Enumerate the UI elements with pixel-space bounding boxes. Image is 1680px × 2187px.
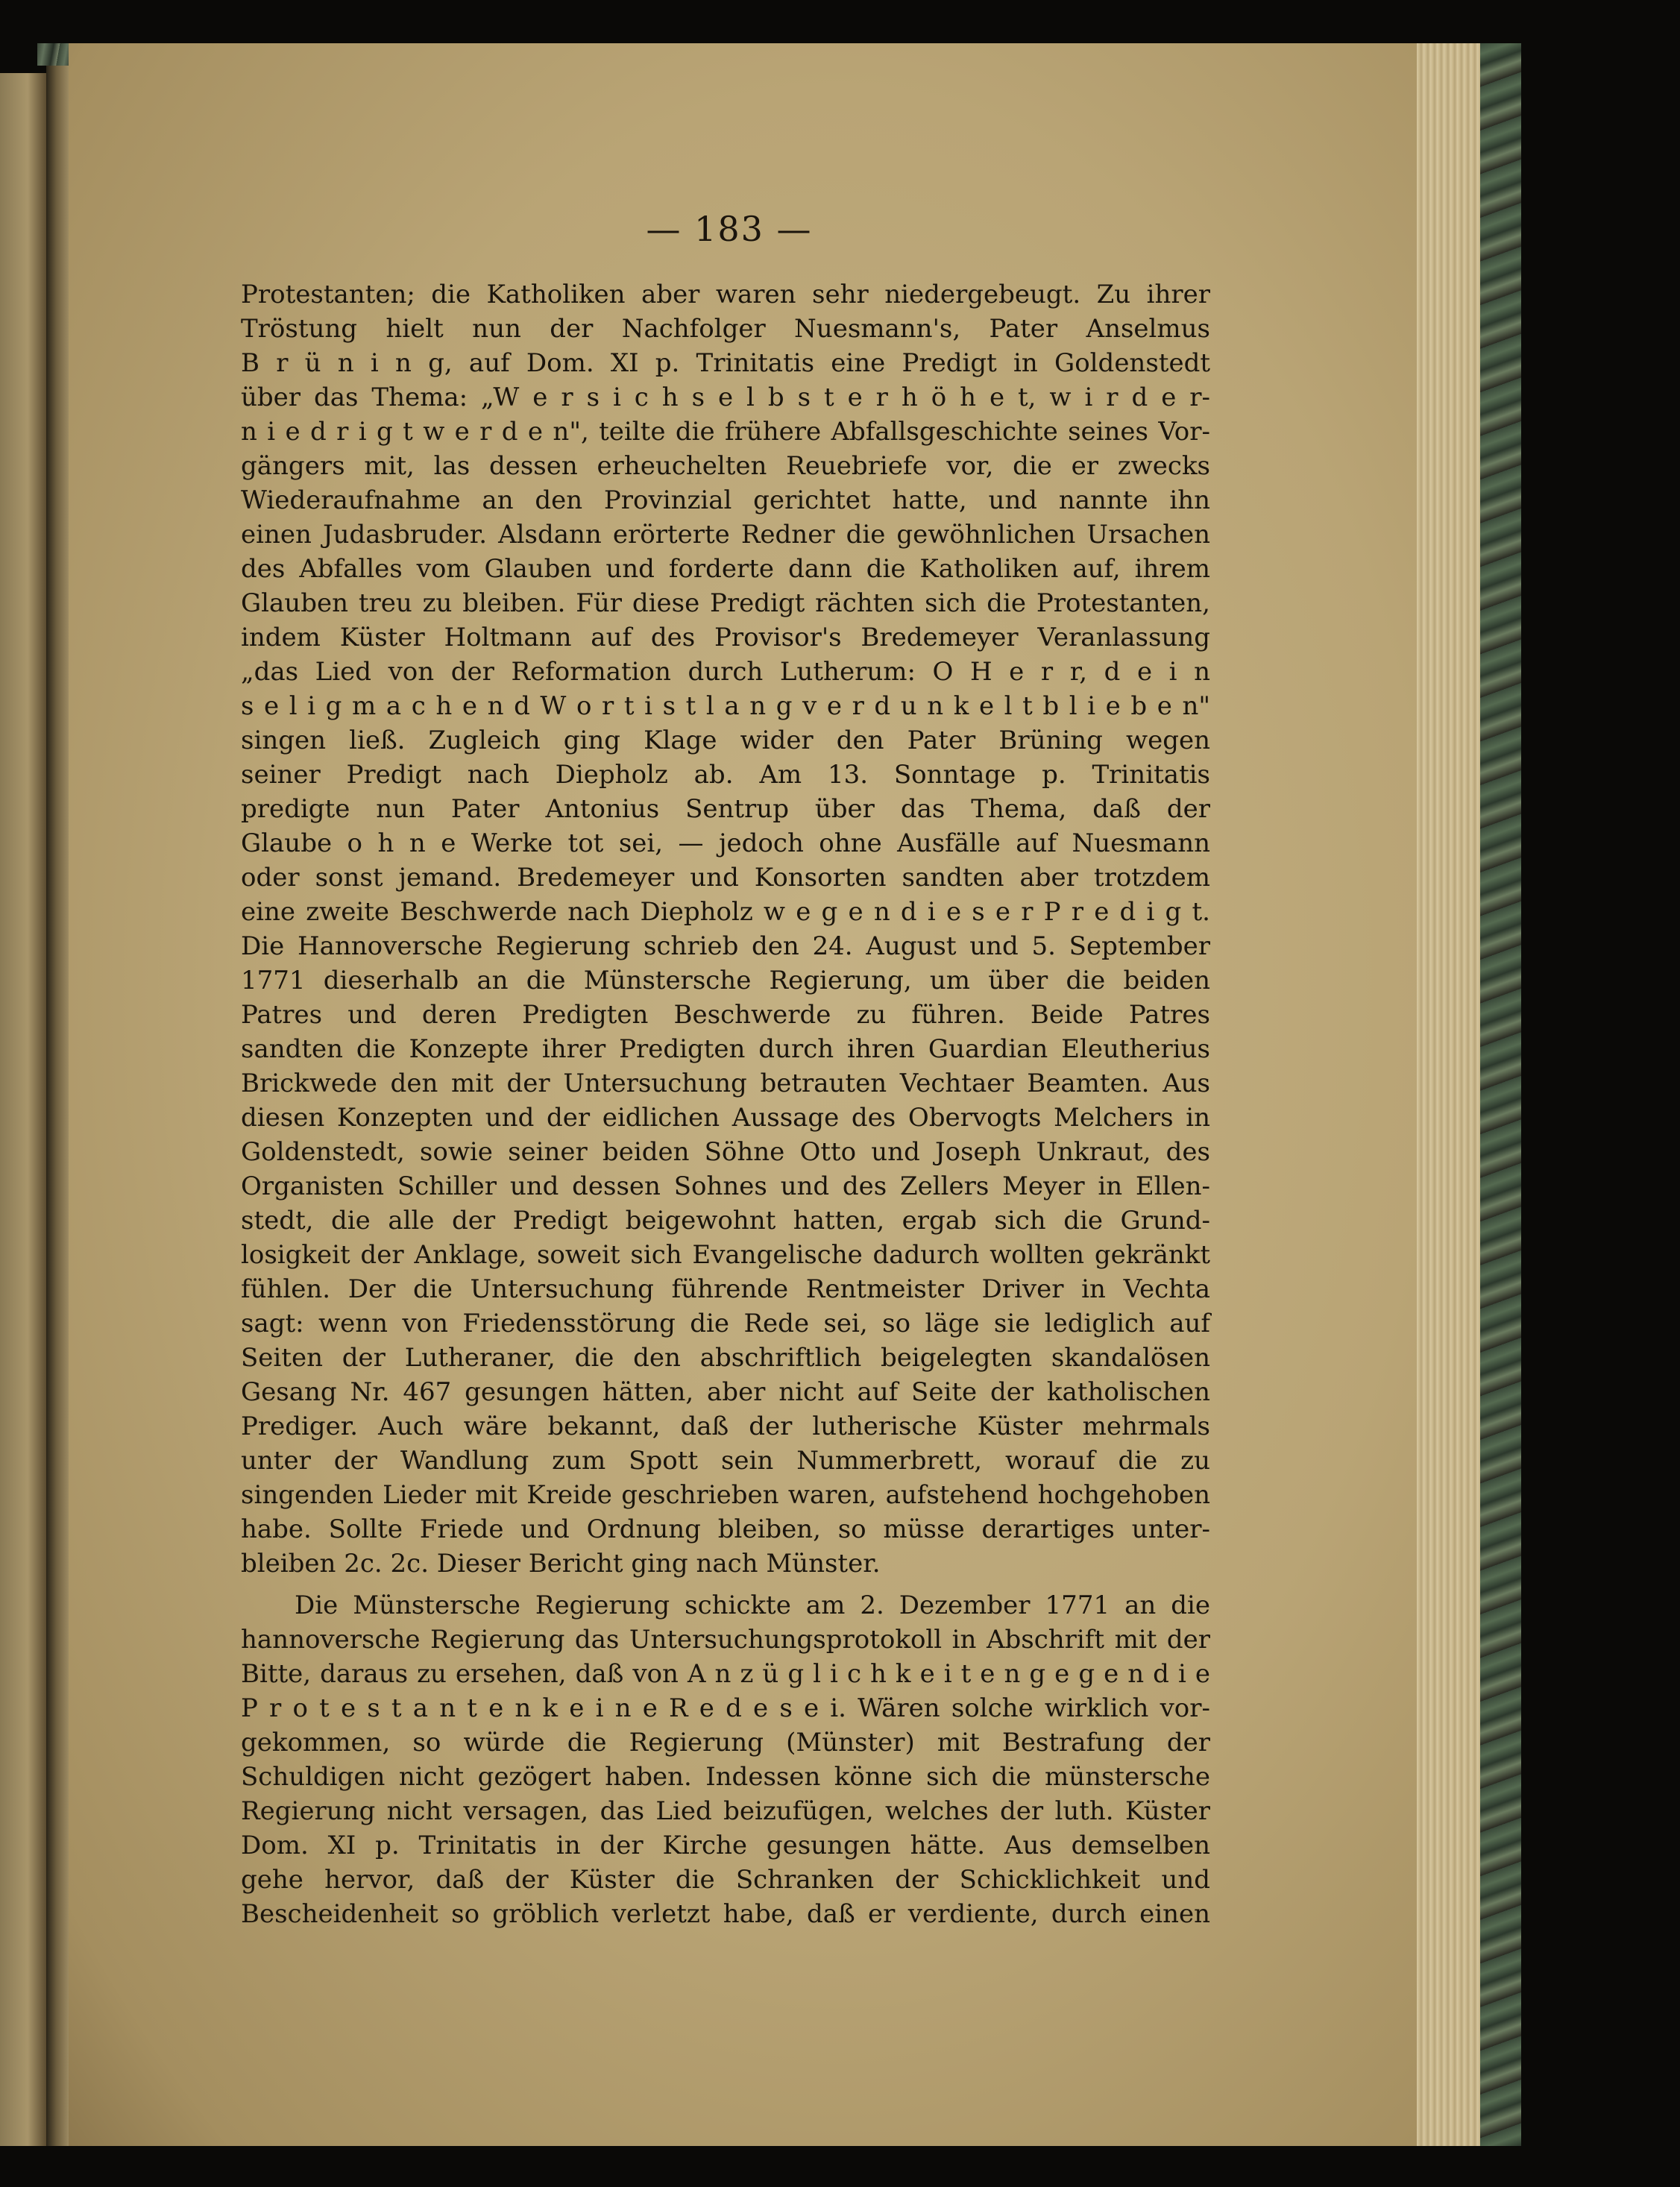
text-line: Brickwede den mit der Untersuchung betrauten Vechtaer Beamten. Aus — [241, 1069, 1210, 1098]
text-line: B r ü n i n g, auf Dom. XI p. Trinitatis eine Predigt in Goldenstedt — [241, 348, 1210, 378]
text-line: Glaube o h n e Werke tot sei, — jedoch ohne Ausfälle auf Nuesmann — [241, 828, 1210, 858]
paragraph-gap — [241, 1581, 1210, 1588]
page-stack-edges — [1417, 43, 1484, 2146]
text-line: s e l i g m a c h e n d W o r t i s t l a n g v e r d u n k e l t b l i e b e n" — [241, 691, 1210, 721]
text-line: gehe hervor, daß der Küster die Schranken der Schicklichkeit und — [241, 1865, 1210, 1895]
page-number: — 183 — — [646, 209, 813, 249]
text-line: Protestanten; die Katholiken aber waren sehr niedergebeugt. Zu ihrer — [241, 280, 1210, 309]
text-line: Glauben treu zu bleiben. Für diese Predigt rächten sich die Protestanten, — [241, 588, 1210, 618]
text-line: diesen Konzepten und der eidlichen Aussage des Obervogts Melchers in — [241, 1103, 1210, 1133]
text-line: Patres und deren Predigten Beschwerde zu führen. Beide Patres — [241, 1000, 1210, 1030]
text-line: seiner Predigt nach Diepholz ab. Am 13. Sonntage p. Trinitatis — [241, 760, 1210, 790]
text-line: P r o t e s t a n t e n k e i n e R e d e s e i. Wären solche wirklich vor- — [241, 1693, 1210, 1723]
text-line: stedt, die alle der Predigt beigewohnt hatten, ergab sich die Grund- — [241, 1206, 1210, 1236]
text-line: oder sonst jemand. Bredemeyer und Konsorten sandten aber trotzdem — [241, 863, 1210, 893]
text-line: Bitte, daraus zu ersehen, daß von A n z ü g l i c h k e i t e n g e g e n d i e — [241, 1659, 1210, 1689]
text-line: Regierung nicht versagen, das Lied beizufügen, welches der luth. Küster — [241, 1796, 1210, 1826]
text-line: einen Judasbruder. Alsdann erörterte Redner die gewöhnlichen Ursachen — [241, 520, 1210, 550]
text-line: n i e d r i g t w e r d e n", teilte die frühere Abfallsgeschichte seines Vor- — [241, 417, 1210, 447]
text-line: sandten die Konzepte ihrer Predigten durch ihren Guardian Eleutherius — [241, 1034, 1210, 1064]
text-line: singen ließ. Zugleich ging Klage wider den Pater Brüning wegen — [241, 726, 1210, 755]
text-line: über das Thema: „W e r s i c h s e l b s t e r h ö h e t, w i r d e r- — [241, 383, 1210, 412]
text-line: Dom. XI p. Trinitatis in der Kirche gesungen hätte. Aus demselben — [241, 1831, 1210, 1860]
text-line: des Abfalles vom Glauben und forderte dann die Katholiken auf, ihrem — [241, 554, 1210, 584]
text-line: Goldenstedt, sowie seiner beiden Söhne Otto und Joseph Unkraut, des — [241, 1137, 1210, 1167]
text-line: Schuldigen nicht gezögert haben. Indessen könne sich die münstersche — [241, 1762, 1210, 1792]
text-line: Prediger. Auch wäre bekannt, daß der lutherische Küster mehrmals — [241, 1412, 1210, 1441]
text-line: 1771 dieserhalb an die Münstersche Regierung, um über die beiden — [241, 966, 1210, 995]
text-line: „das Lied von der Reformation durch Lutherum: O H e r r, d e i n — [241, 657, 1210, 687]
text-line: Die Münstersche Regierung schickte am 2. Dezember 1771 an die — [295, 1590, 1210, 1620]
text-line: fühlen. Der die Untersuchung führende Rentmeister Driver in Vechta — [241, 1274, 1210, 1304]
text-line: Gesang Nr. 467 gesungen hätten, aber nicht auf Seite der katholischen — [241, 1377, 1210, 1407]
text-line: Bescheidenheit so gröblich verletzt habe, daß er verdiente, durch einen — [241, 1899, 1210, 1929]
text-line: Organisten Schiller und dessen Sohnes und des Zellers Meyer in Ellen- — [241, 1171, 1210, 1201]
text-line: indem Küster Holtmann auf des Provisor's Bredemeyer Veranlassung — [241, 623, 1210, 652]
text-line: predigte nun Pater Antonius Sentrup über das Thema, daß der — [241, 794, 1210, 824]
left-page-edge — [0, 73, 46, 2146]
text-line: losigkeit der Anklage, soweit sich Evangelische dadurch wollten gekränkt — [241, 1240, 1210, 1270]
text-line: gekommen, so würde die Regierung (Münster) mit Bestrafung der — [241, 1728, 1210, 1758]
page-body-text — [241, 277, 1210, 1931]
text-line: hannoversche Regierung das Untersuchungsprotokoll in Abschrift mit der — [241, 1625, 1210, 1655]
text-line: habe. Sollte Friede und Ordnung bleiben, so müsse derartiges unter- — [241, 1514, 1210, 1544]
text-line: gängers mit, las dessen erheuchelten Reuebriefe vor, die er zwecks — [241, 451, 1210, 481]
text-line: sagt: wenn von Friedensstörung die Rede sei, so läge sie lediglich auf — [241, 1309, 1210, 1338]
text-line: unter der Wandlung zum Spott sein Nummerbrett, worauf die zu — [241, 1446, 1210, 1476]
paragraph-end-line: bleiben 2c. 2c. Dieser Bericht ging nach Münster. — [241, 1549, 881, 1579]
text-line: Wiederaufnahme an den Provinzial gerichtet hatte, und nannte ihn — [241, 485, 1210, 515]
text-line: singenden Lieder mit Kreide geschrieben waren, aufstehend hochgehoben — [241, 1480, 1210, 1510]
text-line: Tröstung hielt nun der Nachfolger Nuesmann's, Pater Anselmus — [241, 314, 1210, 344]
book-gutter — [46, 66, 69, 2146]
marbled-cover-edge — [1480, 43, 1521, 2146]
text-line: eine zweite Beschwerde nach Diepholz w e g e n d i e s e r P r e d i g t. — [241, 897, 1210, 927]
text-line: Die Hannoversche Regierung schrieb den 24. August und 5. September — [241, 931, 1210, 961]
text-line: Seiten der Lutheraner, die den abschriftlich beigelegten skandalösen — [241, 1343, 1210, 1373]
